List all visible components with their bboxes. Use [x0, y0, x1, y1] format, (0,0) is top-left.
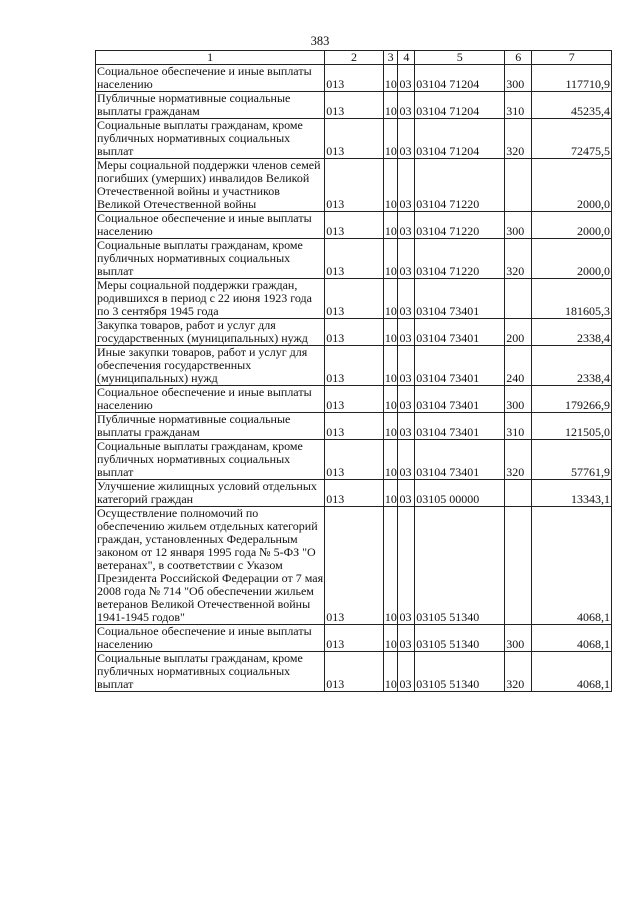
cell-subsection-code: 03	[398, 507, 415, 625]
cell-amount: 121505,0	[532, 413, 612, 440]
column-header: 5	[415, 51, 505, 65]
cell-expense-type: 240	[505, 346, 532, 386]
cell-target-article: 03104 71204	[415, 65, 505, 92]
cell-section-code: 10	[383, 239, 398, 279]
cell-target-article: 03104 73401	[415, 279, 505, 319]
row-description: Социальные выплаты гражданам, кроме публичных нормативных социальных выплат	[96, 119, 325, 159]
table-row	[96, 92, 612, 119]
cell-target-article: 03104 73401	[415, 440, 505, 480]
table-row	[96, 625, 612, 652]
cell-target-article: 03104 71220	[415, 212, 505, 239]
cell-target-article: 03105 51340	[415, 507, 505, 625]
cell-amount: 2338,4	[532, 346, 612, 386]
table-row	[96, 413, 612, 440]
table-row	[96, 652, 612, 692]
cell-section-code: 10	[383, 386, 398, 413]
cell-section-code: 10	[383, 625, 398, 652]
cell-expense-type: 310	[505, 92, 532, 119]
cell-expense-type: 320	[505, 440, 532, 480]
row-description: Улучшение жилищных условий отдельных категорий граждан	[96, 480, 325, 507]
cell-target-article: 03105 00000	[415, 480, 505, 507]
cell-section-code: 10	[383, 346, 398, 386]
table-row	[96, 346, 612, 386]
cell-section-code: 10	[383, 279, 398, 319]
row-description: Социальные выплаты гражданам, кроме публичных нормативных социальных выплат	[96, 440, 325, 480]
cell-section-code: 10	[383, 480, 398, 507]
cell-amount: 72475,5	[532, 119, 612, 159]
table-row	[96, 319, 612, 346]
cell-subsection-code: 03	[398, 119, 415, 159]
table-row	[96, 239, 612, 279]
row-description: Осуществление полномочий по обеспечению жильем отдельных категорий граждан, установленных Федеральным законом от 12 января 1995 года № 5-ФЗ "О ветеранах", в соответствии с Указом Президента Российской Федерации от 7 мая 2008 года № 714 "Об обеспечении жильем ветеранов Великой Отечественной войны 1941-1945 годов"	[97, 506, 324, 624]
cell-ministry-code: 013	[325, 92, 384, 119]
cell-ministry-code: 013	[325, 440, 384, 480]
cell-subsection-code: 03	[398, 159, 415, 212]
cell-ministry-code: 013	[325, 386, 384, 413]
row-description: Меры социальной поддержки членов семей погибших (умерших) инвалидов Великой Отечественной войны и участников Великой Отечественной войны	[96, 159, 325, 212]
cell-expense-type: 310	[505, 413, 532, 440]
table-row	[96, 159, 612, 212]
cell-section-code: 10	[383, 440, 398, 480]
cell-expense-type: 320	[505, 239, 532, 279]
table-row	[96, 65, 612, 92]
cell-target-article: 03104 71204	[415, 119, 505, 159]
cell-amount: 2000,0	[532, 239, 612, 279]
cell-subsection-code: 03	[398, 625, 415, 652]
column-header: 3	[383, 51, 398, 65]
column-header: 7	[532, 51, 612, 65]
cell-amount: 45235,4	[532, 92, 612, 119]
table-row	[96, 279, 612, 319]
cell-amount: 179266,9	[532, 386, 612, 413]
cell-target-article: 03104 71220	[415, 159, 505, 212]
cell-ministry-code: 013	[325, 279, 384, 319]
cell-amount: 117710,9	[532, 65, 612, 92]
row-description: Социальное обеспечение и иные выплаты населению	[96, 386, 325, 413]
cell-amount: 2000,0	[532, 212, 612, 239]
table-row	[96, 212, 612, 239]
cell-ministry-code: 013	[325, 212, 384, 239]
row-description: Публичные нормативные социальные выплаты гражданам	[96, 92, 325, 119]
cell-amount: 4068,1	[532, 652, 612, 692]
cell-ministry-code: 013	[325, 159, 384, 212]
column-header: 2	[325, 51, 384, 65]
cell-expense-type	[505, 480, 532, 507]
cell-section-code: 10	[383, 652, 398, 692]
cell-target-article: 03104 73401	[415, 346, 505, 386]
table-row	[96, 440, 612, 480]
row-description: Социальные выплаты гражданам, кроме публичных нормативных социальных выплат	[96, 239, 325, 279]
cell-target-article: 03105 51340	[415, 652, 505, 692]
cell-ministry-code: 013	[325, 119, 384, 159]
cell-amount: 4068,1	[532, 507, 612, 625]
cell-amount: 57761,9	[532, 440, 612, 480]
cell-amount: 2338,4	[532, 319, 612, 346]
cell-ministry-code: 013	[325, 346, 384, 386]
cell-ministry-code: 013	[325, 413, 384, 440]
cell-subsection-code: 03	[398, 65, 415, 92]
cell-expense-type: 300	[505, 625, 532, 652]
cell-target-article: 03104 73401	[415, 386, 505, 413]
table-row	[96, 507, 612, 625]
page-number: 383	[310, 34, 330, 48]
cell-section-code: 10	[383, 507, 398, 625]
table-header	[96, 51, 612, 65]
cell-subsection-code: 03	[398, 386, 415, 413]
cell-section-code: 10	[383, 65, 398, 92]
cell-expense-type: 320	[505, 119, 532, 159]
cell-expense-type: 320	[505, 652, 532, 692]
column-header: 6	[505, 51, 532, 65]
cell-ministry-code: 013	[325, 625, 384, 652]
row-description: Социальное обеспечение и иные выплаты населению	[96, 212, 325, 239]
cell-section-code: 10	[383, 212, 398, 239]
cell-section-code: 10	[383, 319, 398, 346]
cell-ministry-code: 013	[325, 652, 384, 692]
cell-target-article: 03104 73401	[415, 319, 505, 346]
cell-expense-type	[505, 507, 532, 625]
cell-ministry-code: 013	[325, 239, 384, 279]
row-description: Иные закупки товаров, работ и услуг для обеспечения государственных (муниципальных) нужд	[96, 346, 325, 386]
row-description: Социальное обеспечение и иные выплаты населению	[96, 625, 325, 652]
cell-amount: 13343,1	[532, 480, 612, 507]
cell-ministry-code: 013	[325, 480, 384, 507]
cell-target-article: 03104 73401	[415, 413, 505, 440]
cell-subsection-code: 03	[398, 346, 415, 386]
cell-subsection-code: 03	[398, 480, 415, 507]
cell-ministry-code: 013	[325, 65, 384, 92]
table-row	[96, 480, 612, 507]
table-body	[96, 65, 612, 692]
cell-subsection-code: 03	[398, 319, 415, 346]
table-row	[96, 119, 612, 159]
cell-ministry-code: 013	[325, 319, 384, 346]
cell-expense-type	[505, 159, 532, 212]
cell-subsection-code: 03	[398, 413, 415, 440]
cell-amount: 4068,1	[532, 625, 612, 652]
cell-subsection-code: 03	[398, 652, 415, 692]
row-description: Публичные нормативные социальные выплаты гражданам	[96, 413, 325, 440]
cell-target-article: 03104 71204	[415, 92, 505, 119]
cell-subsection-code: 03	[398, 212, 415, 239]
cell-subsection-code: 03	[398, 279, 415, 319]
column-header: 1	[96, 51, 325, 65]
row-description: Закупка товаров, работ и услуг для государственных (муниципальных) нужд	[96, 319, 325, 346]
row-description: Социальные выплаты гражданам, кроме публичных нормативных социальных выплат	[96, 652, 325, 692]
cell-ministry-code: 013	[325, 507, 384, 625]
cell-expense-type: 300	[505, 212, 532, 239]
budget-table	[95, 50, 612, 692]
cell-expense-type: 300	[505, 386, 532, 413]
cell-target-article: 03104 71220	[415, 239, 505, 279]
cell-subsection-code: 03	[398, 92, 415, 119]
cell-amount: 2000,0	[532, 159, 612, 212]
cell-expense-type: 200	[505, 319, 532, 346]
cell-expense-type: 300	[505, 65, 532, 92]
cell-section-code: 10	[383, 159, 398, 212]
header-row	[96, 51, 612, 65]
table-row	[96, 386, 612, 413]
cell-expense-type	[505, 279, 532, 319]
cell-section-code: 10	[383, 119, 398, 159]
cell-subsection-code: 03	[398, 239, 415, 279]
cell-target-article: 03105 51340	[415, 625, 505, 652]
row-description: Социальное обеспечение и иные выплаты населению	[96, 65, 325, 92]
cell-subsection-code: 03	[398, 440, 415, 480]
cell-section-code: 10	[383, 92, 398, 119]
row-description: Меры социальной поддержки граждан, родившихся в период с 22 июня 1923 года по 3 сентября 1945 года	[96, 279, 325, 319]
column-header: 4	[398, 51, 415, 65]
cell-amount: 181605,3	[532, 279, 612, 319]
cell-section-code: 10	[383, 413, 398, 440]
